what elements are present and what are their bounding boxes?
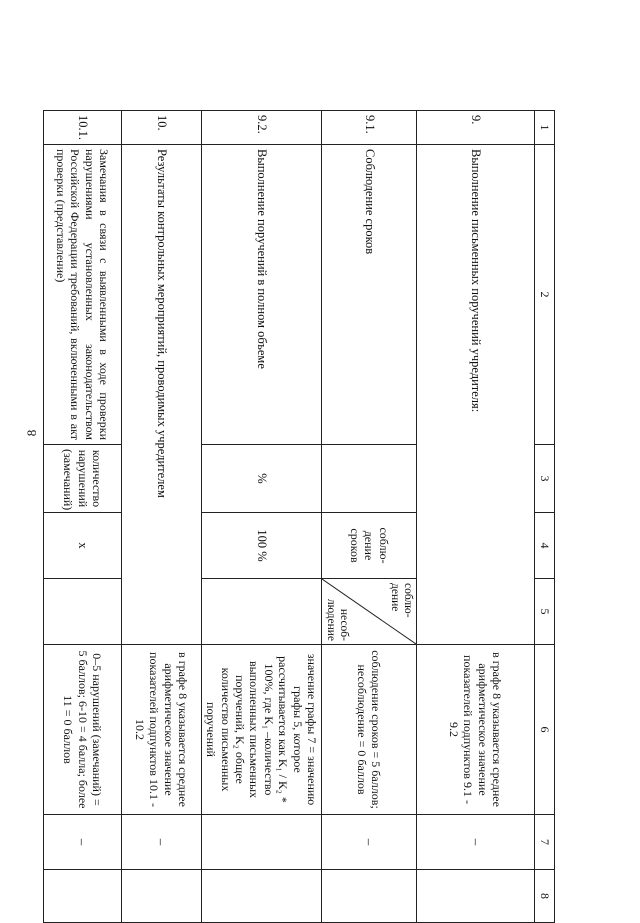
row-col8 <box>43 870 121 923</box>
row-number: 9. <box>417 111 535 145</box>
row-col3: количество нарушений (замечаний) <box>43 445 121 513</box>
row-number: 10.1. <box>43 111 121 145</box>
indicators-table <box>43 110 555 923</box>
diagonal-top-label: соблю-дение <box>388 583 414 618</box>
row-name: Замечания в связи с выявленными в ходе проверки нарушениями установленных законодательством Российской Федерации требований, включенными в акт проверки (представление) <box>43 145 121 445</box>
row-col8 <box>201 870 321 923</box>
table-row <box>121 111 201 923</box>
row-note: значение графы 7 = значению графы 5, которое рассчитывается как K₁ / K₂ * 100%, где K₁ –количество выполненных письменных поручений, K₂ общее количество письменных поручений <box>201 645 321 815</box>
row-col7: – <box>121 815 201 870</box>
row-number: 9.1. <box>322 111 417 145</box>
row-number: 10. <box>121 111 201 145</box>
rotated-page <box>53 110 555 922</box>
row-col7: – <box>417 815 535 870</box>
header-row <box>535 111 555 923</box>
row-note: соблюдение сроков = 5 баллов; несоблюдение = 0 баллов <box>322 645 417 815</box>
row-col4: соблю-дение сроков <box>322 513 417 579</box>
header-cell: 8 <box>535 870 555 923</box>
table-row <box>43 111 121 923</box>
row-col4: 100 % <box>201 513 321 579</box>
row-name: Результаты контрольных мероприятий, проводимых учредителем <box>121 145 201 645</box>
row-col3 <box>322 445 417 513</box>
row-note: 0–5 нарушений (замечаний) = 5 баллов; 6-10 = 4 балла; более 11 = 0 баллов <box>43 645 121 815</box>
table-row <box>201 111 321 923</box>
row-name: Соблюдение сроков <box>322 145 417 445</box>
page-number: 8 <box>24 429 39 437</box>
row-col8 <box>121 870 201 923</box>
row-col7: – <box>322 815 417 870</box>
diagonal-bottom-label: несоб-людение <box>325 598 351 641</box>
row-note: в графе 8 указывается среднее арифметическое значение показателей подпунктов 9.1 - 9.2 <box>417 645 535 815</box>
row-col5 <box>201 579 321 645</box>
row-col4: х <box>43 513 121 579</box>
header-cell: 6 <box>535 645 555 815</box>
header-cell: 2 <box>535 145 555 445</box>
header-cell: 4 <box>535 513 555 579</box>
row-note: в графе 8 указывается среднее арифметическое значение показателей подпунктов 10.1 - 10.2 <box>121 645 201 815</box>
header-cell: 7 <box>535 815 555 870</box>
table-row <box>322 111 417 923</box>
header-cell: 1 <box>535 111 555 145</box>
header-cell: 3 <box>535 445 555 513</box>
row-col3: % <box>201 445 321 513</box>
table-row <box>417 111 535 923</box>
row-col8 <box>417 870 535 923</box>
row-name: Выполнение письменных поручений учредителя: <box>417 145 535 645</box>
row-name: Выполнение поручений в полном объеме <box>201 145 321 445</box>
row-number: 9.2. <box>201 111 321 145</box>
diagonal-cell <box>322 579 417 645</box>
row-col7 <box>201 815 321 870</box>
row-col7: – <box>43 815 121 870</box>
row-col8 <box>322 870 417 923</box>
header-cell: 5 <box>535 579 555 645</box>
row-col5 <box>43 579 121 645</box>
